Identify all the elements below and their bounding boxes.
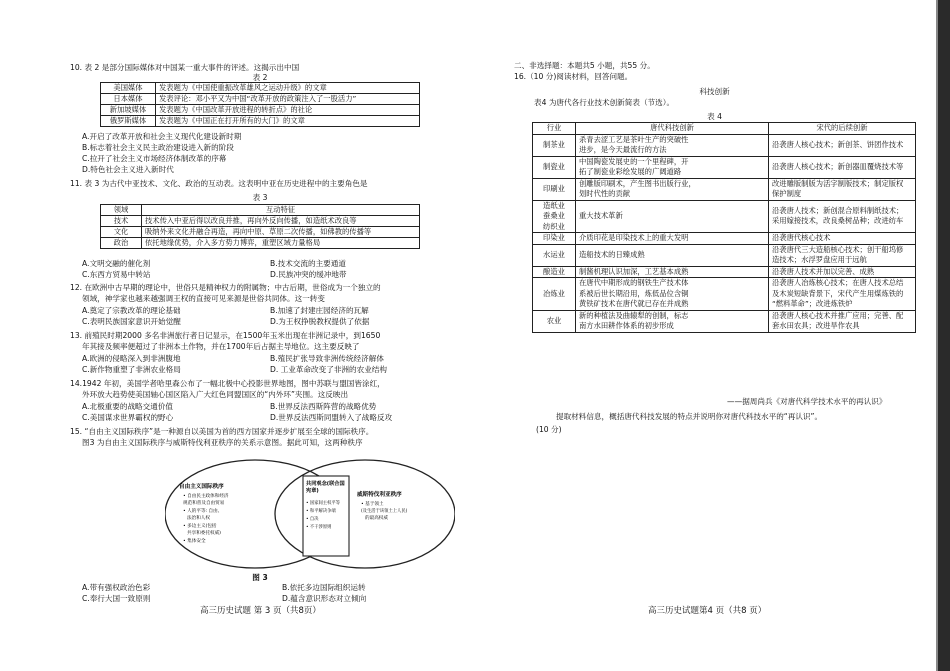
table-row: 印刷业 创雕版印刷术，产生图书出版行业， 划时代性的贡献 改进雕版制版为活字制版技术；制定版权 保护制度: [533, 178, 916, 200]
q10-option-d: D.特色社会主义进入新时代: [82, 165, 174, 174]
q15-line-2: 图3 为自由主义国际秩序与威斯特伐利亚秩序的关系示意图。据此可知，这两种秩序: [82, 438, 363, 447]
q12-option-a: A.奠定了宗教改革的理论基础: [82, 306, 181, 315]
table-2: [100, 82, 420, 127]
right-page-footer: 高三历史试题第4 页（共8 页）: [648, 606, 767, 616]
fig-left-item: 法治和人权: [187, 516, 210, 521]
q13-option-c: C.新作物重塑了非洲农业格局: [82, 365, 181, 374]
table-row: 农业 新的种植法及曲辕犁的创制，标志 南方水田耕作体系的初步形成 沿袭唐人核心技术并推广应用；完善、配 套水田农具；改进旱作农具: [533, 310, 916, 332]
q11-stem: 11. 表 3 为古代中亚技术、文化、政治的互动表。这表明中亚在历史进程中的主要角色是: [70, 179, 368, 188]
q10-option-a: A.开启了改革开放和社会主义现代化建设新时期: [82, 132, 242, 141]
q11-option-a: A.文明交融的催化剂: [82, 259, 151, 268]
q12-option-d: D.为王权挣脱教权提供了依据: [270, 317, 370, 326]
fig-left-title: 自由主义国际秩序: [179, 484, 224, 490]
table-row: 印染业 介质印花是印染技术上的重大发明 沿袭唐代核心技术: [533, 233, 916, 245]
table4-caption: 表 4: [707, 112, 722, 121]
q13-option-b: B.殖民扩张导致非洲传统经济解体: [270, 354, 384, 363]
q15-option-a: A.带有强权政治色彩: [82, 583, 151, 592]
table2-caption: 表 2: [252, 73, 268, 82]
q15-option-d: D.蕴含意识形态对立倾向: [282, 594, 367, 603]
table-3: [100, 204, 420, 249]
fig-left-item: 共享和委托权威): [187, 531, 221, 536]
section-heading: 二、非选择题：本题共5 小题，共55 分。: [514, 61, 655, 70]
left-page: [70, 0, 470, 671]
table-row: 造纸业 蚕桑业 纺织业 重大技术革新 沿袭唐人技术；新创混合原料制纸技术； 采用嫁接技术，改良桑树品种；改进纺车: [533, 200, 916, 233]
q15-option-c: C.奉行大国一致原则: [82, 594, 151, 603]
fig-right-item: 的最高权威: [365, 516, 388, 521]
header-song: 宋代的后续创新: [769, 123, 916, 135]
table-row: 冶炼业 在唐代中期形成的钢铁生产技术体 系被后世长期沿用，炼低品位含铜 黄铁矿技术在唐代就已存在并成熟 沿袭唐人冶炼核心技术；在唐人技术总结 及木炭短缺背景下，宋代产生用煤炼铁的 “燃料革命”；改进炼铁炉: [533, 278, 916, 311]
table-row: 日本媒体 发表评论：邓小平又为中国“改革开放的政策注入了一股活力”: [101, 94, 420, 105]
fig-right-item: • 基于领土: [361, 502, 384, 507]
table-row: 制茶业 杀青去涩工艺是茶叶生产的突破性 进步，是今天最流行的方法 沿袭唐人核心技术；新创茶、饼团作技术: [533, 134, 916, 156]
table-row: 俄罗斯媒体 发表题为《中国正在打开所有的大门》的文章: [101, 116, 420, 127]
fig-left-item: 规范和普及自由贸易: [183, 501, 225, 506]
table-4: [532, 122, 916, 333]
table-row: 新加坡媒体 发表题为《中国改革开放进程的转折点》的社论: [101, 105, 420, 116]
table-row: 技术 技术传入中亚后得以改良并推，再向外反向传播，如造纸术改良等: [101, 216, 420, 227]
page-edge: [938, 0, 950, 671]
header-tang: 唐代科技创新: [576, 123, 769, 135]
q12-option-c: C.表明民族国家意识开始觉醒: [82, 317, 181, 326]
q11-option-d: D.民族冲突的缓冲地带: [270, 270, 347, 279]
left-page-footer: 高三历史试题 第 3 页（共8页）: [200, 606, 321, 616]
q10-option-c: C.拉开了社会主义市场经济体制改革的序幕: [82, 154, 227, 163]
fig-left-item: • 自由民主政体和经济: [183, 494, 229, 499]
fig-right-item: (及生活于该领土上人民): [361, 509, 408, 514]
fig-left-item: • 集体安全: [183, 539, 206, 544]
q15-line-1: 15. “自由主义国际秩序”是一种源自以美国为首的西方国家并逐步扩展至全球的国际秩序。: [70, 427, 374, 436]
q16-task-line-2: (10 分): [536, 425, 562, 434]
q14-option-a: A.北极重要的战略交通价值: [82, 402, 174, 411]
table-row: 酿造业 制酱机理认识加深，工艺基本成熟 沿袭唐人技术并加以完善、成熟: [533, 266, 916, 278]
q16-task-line-1: 提取材料信息，概括唐代科技发展的特点并说明你对唐代科技水平的“再认识”。: [556, 412, 823, 421]
q16-stem: 16.（10 分)阅读材料，回答问题。: [514, 72, 633, 81]
table-header-row: [533, 123, 916, 135]
header-industry: 行业: [533, 123, 576, 135]
table-row: 政治 依托地缘优势，介入多方势力博弈，重塑区域力量格局: [101, 238, 420, 249]
fig-left-item: • 人的平等: 自由、: [183, 509, 223, 514]
right-page: [512, 0, 917, 671]
q14-option-d: D.世界反法西斯同盟转入了战略反攻: [270, 413, 393, 422]
q14-line-1: 14.1942 年初，美国学者哈里森公布了一幅北极中心投影世界地图，图中苏联与盟国皆涂红，: [70, 379, 385, 388]
q14-line-2: 外环放大趋势使美国轴心国区陷入广大红色同盟国区的“内外环”夹围。这反映出: [82, 390, 349, 399]
source-citation: ——据周尚兵《对唐代科学技术水平的再认识》: [727, 397, 887, 406]
q10-stem: 10. 表 2 是部分国际媒体对中国某一重大事件的评述。这揭示出中国: [70, 63, 300, 72]
q12-line-1: 12. 在欧洲中古早期的理论中，世俗只是精神权力的附属物；中古后期，世俗成为一个独立的: [70, 283, 381, 292]
q14-option-b: B.世界反法西斯阵营的战略优势: [270, 402, 377, 411]
q15-option-b: B.依托多边国际组织运转: [282, 583, 366, 592]
table-row: 美国媒体 发表题为《中国使重振改革雄风之运动升级》的文章: [101, 83, 420, 94]
table4-intro: 表4 为唐代各行业技术创新简表（节选）。: [534, 98, 675, 107]
q12-option-b: B.加速了封建庄园经济的瓦解: [270, 306, 369, 315]
right-ellipse: [275, 460, 455, 568]
fig-mid-item: • 不干涉原则: [306, 525, 332, 530]
q14-option-c: C.美国谋求世界霸权的野心: [82, 413, 174, 422]
material-title: 科技创新: [699, 87, 730, 96]
fig-mid-item: • 国家间主权平等: [306, 501, 340, 506]
fig-left-item: • 多边主义(包括: [183, 524, 217, 529]
q11-option-b: B.技术交流的主要通道: [270, 259, 346, 268]
table-row: 水运业 造船技术的日臻成熟 沿袭唐代三大造船核心技术；创干船坞修 造技术；水浮罗盘应用于远航: [533, 244, 916, 266]
fig-mid-item: • 自决: [306, 517, 319, 522]
q13-option-d: D. 工业革命改变了非洲的农业结构: [270, 365, 387, 374]
fig-mid-item: • 和平解决争端: [306, 509, 336, 514]
figure3-caption: 图 3: [252, 573, 268, 582]
venn-diagram-figure-3: [165, 456, 455, 576]
fig-mid-title: 共同观念(联合国: [306, 481, 345, 487]
q11-option-c: C.东西方贸易中转站: [82, 270, 151, 279]
table3-caption: 表 3: [252, 193, 268, 202]
fig-right-title: 威斯特伐利亚秩序: [357, 492, 402, 498]
table-row: 制瓷业 中国陶瓷发展史的一个里程碑，开 拓了制瓷业彩绘发展的广阔道路 沿袭唐人核心技术；新创器皿覆烧技术等: [533, 156, 916, 178]
q13-line-2: 年其接及频率便超过了非洲本土作物，并在1700年后占据主导地位。这主要反映了: [82, 342, 360, 351]
q13-option-a: A.欧洲的侵略深入到非洲腹地: [82, 354, 181, 363]
q12-line-2: 领域，神学家也越来越强调王权的直接可见来源是世俗共同体。这一转变: [82, 294, 325, 303]
q10-option-b: B.标志着社会主义民主政治建设进入新的阶段: [82, 143, 234, 152]
table-header-row: 领域 互动特征: [101, 205, 420, 216]
fig-mid-title-2: 宪章): [306, 488, 319, 494]
table-row: 文化 吸纳外来文化并融合再造，再向中原、草原二次传播，如佛教的传播等: [101, 227, 420, 238]
q13-line-1: 13. 前殖民时期2000 多名非洲旅行者日记显示，在1500年玉米出现在非洲记录中，到1650: [70, 331, 381, 340]
